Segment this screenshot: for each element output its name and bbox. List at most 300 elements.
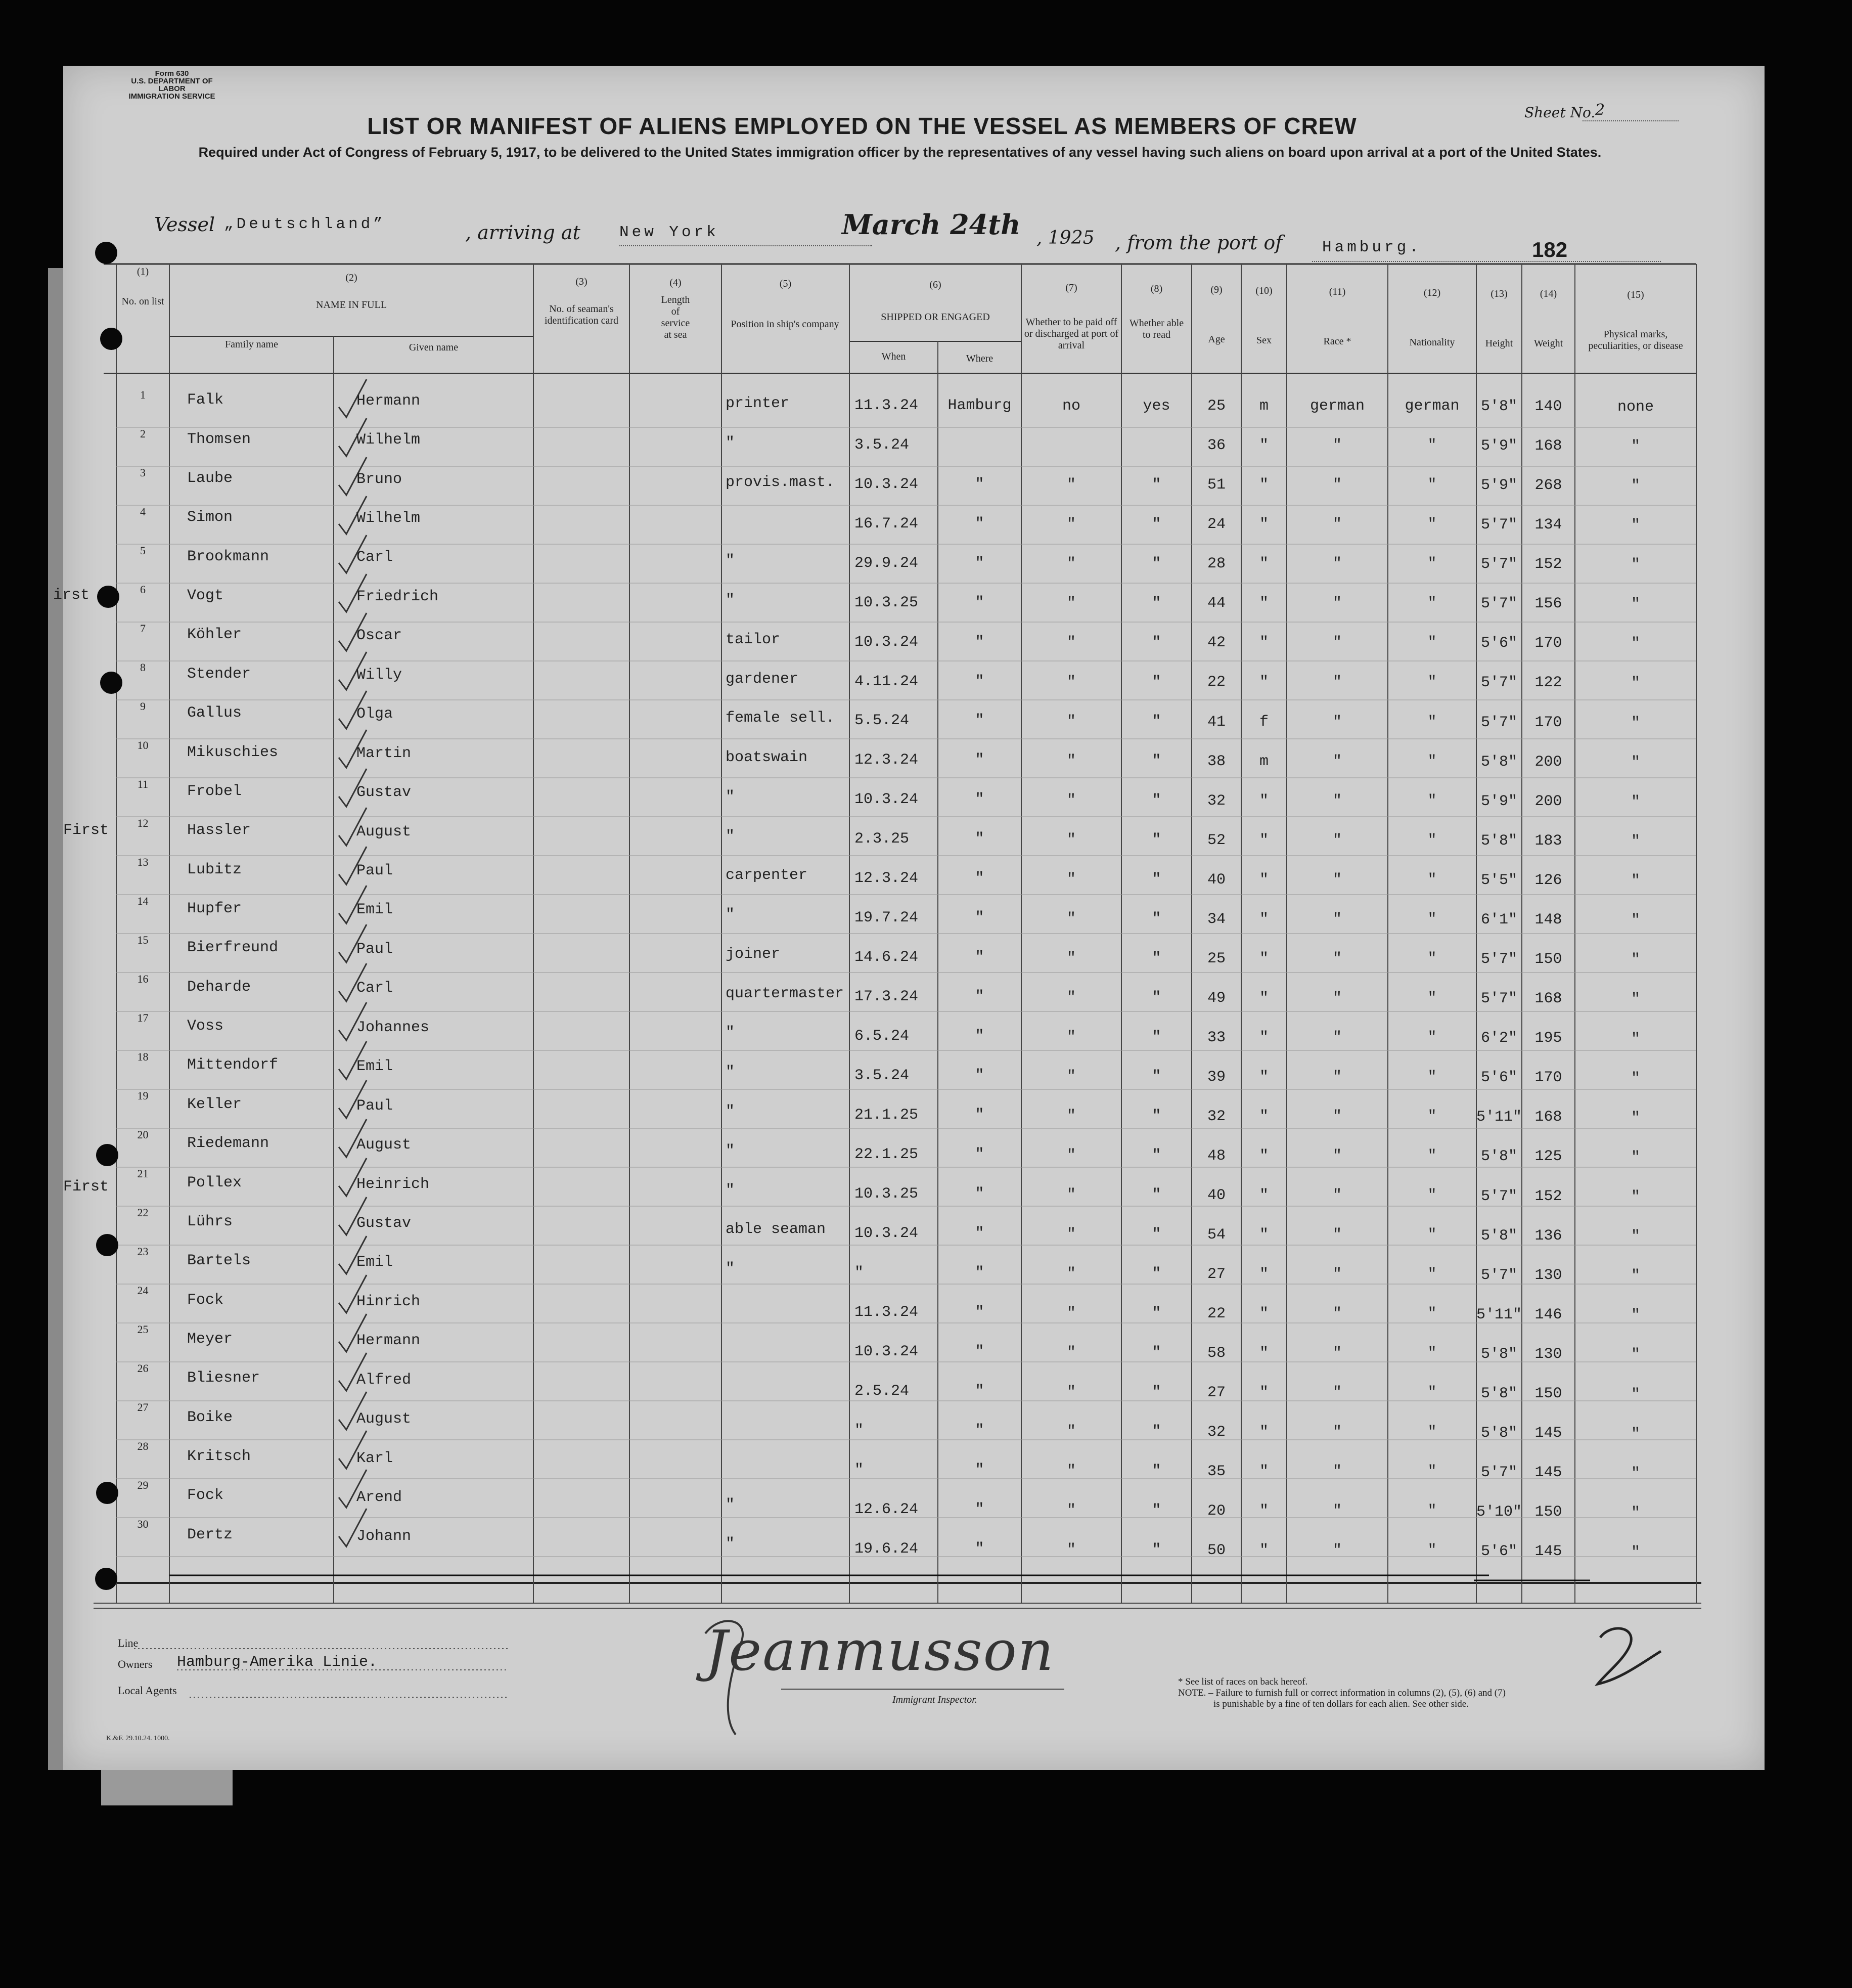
cell-position: " [726, 906, 735, 924]
cell-when: 11.3.24 [854, 396, 919, 414]
cell-race: " [1332, 1226, 1342, 1244]
vessel-label: Vessel [154, 213, 215, 236]
cell-where: " [975, 1343, 984, 1360]
cell-family: Voss [187, 1018, 224, 1035]
cell-no: 15 [137, 934, 149, 946]
cell-position: joiner [726, 945, 781, 963]
cell-no: 6 [140, 583, 146, 596]
cell-weight: 150 [1534, 951, 1562, 968]
arrival-date: March 24th [842, 208, 1021, 241]
cell-sex: " [1259, 1384, 1269, 1402]
col5-label: Position in ship's company [731, 319, 839, 330]
cell-position: provis.mast. [726, 473, 835, 491]
cell-age: 42 [1207, 634, 1226, 652]
cell-when: 6.5.24 [854, 1028, 910, 1045]
cell-nationality: " [1427, 476, 1437, 494]
cell-height: 5'7" [1480, 516, 1517, 534]
cell-marks: " [1631, 1070, 1640, 1087]
cell-nationality: " [1427, 1424, 1437, 1441]
cell-height: 5'8" [1480, 1227, 1517, 1245]
cell-family: Falk [187, 391, 224, 409]
cell-age: 22 [1207, 1305, 1226, 1323]
cell-height: 5'9" [1480, 477, 1517, 495]
cell-given: Emil [356, 1254, 393, 1271]
cell-position: " [726, 1064, 735, 1081]
cell-when: 2.5.24 [854, 1382, 910, 1400]
cell-nationality: " [1427, 831, 1437, 849]
cell-nationality: " [1427, 1463, 1437, 1481]
big-mark-stroke [1598, 1628, 1661, 1684]
cell-given: Paul [356, 940, 393, 958]
cell-race: " [1332, 634, 1342, 652]
cell-paid: " [1066, 1344, 1076, 1361]
cell-age: 34 [1207, 910, 1226, 928]
cell-height: 5'7" [1480, 1464, 1517, 1482]
cell-age: 25 [1207, 397, 1226, 415]
cell-marks: " [1631, 1148, 1640, 1166]
cell-nationality: " [1427, 1226, 1437, 1244]
cell-read: " [1152, 713, 1161, 730]
cell-read: " [1152, 870, 1161, 888]
cell-where: " [975, 1028, 984, 1045]
cell-age: 25 [1207, 950, 1226, 967]
cell-weight: 200 [1534, 792, 1562, 810]
cell-nationality: " [1427, 910, 1437, 928]
cell-where: " [975, 1146, 984, 1164]
departure-port: Hamburg. [1322, 239, 1422, 256]
cell-where: " [975, 1461, 984, 1479]
punch-hole [96, 1234, 118, 1256]
cell-race: " [1332, 1187, 1342, 1204]
punch-hole [100, 672, 122, 694]
punch-hole [97, 586, 119, 608]
cell-given: Olga [356, 705, 393, 723]
cell-marks: " [1631, 1504, 1640, 1522]
cell-weight: 148 [1534, 911, 1562, 929]
cell-height: 5'5" [1480, 871, 1517, 889]
cell-weight: 130 [1534, 1345, 1562, 1363]
cell-family: Boike [187, 1408, 233, 1426]
cell-race: " [1332, 1147, 1342, 1165]
cell-weight: 170 [1534, 635, 1562, 652]
cell-nationality: " [1427, 989, 1437, 1007]
cell-race: " [1332, 1029, 1342, 1046]
cell-no: 25 [137, 1323, 149, 1336]
cell-no: 4 [140, 505, 146, 518]
cell-given: Emil [356, 901, 393, 919]
cell-no: 29 [137, 1479, 149, 1491]
cell-marks: " [1631, 872, 1640, 890]
cell-where: " [975, 870, 984, 888]
cell-read: " [1152, 1304, 1161, 1322]
col6-number: (6) [929, 279, 941, 290]
cell-weight: 126 [1534, 871, 1562, 889]
cell-given: Hermann [356, 1332, 421, 1350]
cell-when: 11.3.24 [854, 1303, 919, 1321]
cell-height: 5'9" [1480, 437, 1517, 455]
cell-given: Bruno [356, 470, 402, 488]
cell-age: 24 [1207, 516, 1226, 534]
cell-where: " [975, 712, 984, 730]
cell-sex: " [1259, 1029, 1269, 1046]
cell-given: Hinrich [356, 1293, 421, 1310]
form-subtitle: Required under Act of Congress of February 5, 1917, to be delivered to the United States immigration officer by the representatives of any vessel having such aliens on board upon arrival at a port of the United States. [198, 145, 1602, 160]
cell-no: 9 [140, 700, 146, 713]
cell-race: " [1332, 437, 1342, 455]
cell-nationality: " [1427, 1187, 1437, 1204]
cell-position: gardener [726, 670, 799, 688]
cell-no: 3 [140, 466, 146, 479]
cell-nationality: german [1405, 397, 1460, 415]
penalty-note: NOTE. – Failure to furnish full or correct information in columns (2), (5), (6) and (7) [1178, 1688, 1506, 1698]
cell-sex: f [1259, 713, 1269, 731]
cell-where: " [975, 791, 984, 809]
col7-number: (7) [1065, 282, 1077, 293]
cell-position: " [726, 1496, 735, 1514]
cell-where: " [975, 633, 984, 651]
cell-race: " [1332, 1068, 1342, 1086]
cell-weight: 168 [1534, 1109, 1562, 1126]
cell-nationality: " [1427, 1108, 1437, 1125]
cell-nationality: " [1427, 871, 1437, 889]
cell-when: 16.7.24 [854, 515, 919, 533]
serial-number: 182 [1532, 238, 1568, 261]
cell-weight: 195 [1534, 1030, 1562, 1047]
page-title: LIST OR MANIFEST OF ALIENS EMPLOYED ON THE VESSEL AS MEMBERS OF CREW [367, 113, 1357, 139]
cell-height: 5'11" [1476, 1306, 1522, 1323]
cell-nationality: " [1427, 516, 1437, 534]
cell-read: " [1152, 673, 1161, 691]
cell-paid: " [1066, 910, 1076, 927]
cell-read: " [1152, 476, 1161, 494]
col12-label: Nationality [1409, 337, 1455, 348]
cell-nationality: " [1427, 1147, 1437, 1165]
cell-race: " [1332, 1503, 1342, 1520]
cell-when: 14.6.24 [854, 949, 919, 966]
cell-read: " [1152, 1028, 1161, 1046]
cell-where: " [975, 1224, 984, 1242]
cell-weight: 145 [1534, 1424, 1562, 1442]
cell-when: 10.3.25 [854, 1185, 919, 1203]
cell-height: 6'1" [1480, 911, 1517, 929]
cell-race: " [1332, 713, 1342, 731]
cell-when: 10.3.24 [854, 791, 919, 809]
cell-family: Lubitz [187, 861, 242, 878]
cell-marks: " [1631, 1267, 1640, 1285]
cell-paid: " [1066, 1541, 1076, 1559]
cell-given: August [356, 823, 412, 841]
cell-no: 26 [137, 1362, 149, 1375]
cell-given: Alfred [356, 1371, 412, 1389]
cell-paid: " [1066, 594, 1076, 612]
cell-nationality: " [1427, 950, 1437, 967]
cell-when: " [854, 1264, 864, 1282]
col10-label: Sex [1256, 335, 1272, 346]
cell-position: " [726, 1024, 735, 1042]
big-mark [1605, 1623, 1606, 1624]
cell-height: 5'7" [1480, 595, 1517, 613]
cell-height: 5'7" [1480, 1187, 1517, 1205]
cell-weight: 168 [1534, 437, 1562, 455]
cell-age: 51 [1207, 476, 1226, 494]
cell-nationality: " [1427, 634, 1437, 652]
cell-race: " [1332, 595, 1342, 612]
cell-read: " [1152, 1462, 1161, 1480]
cell-sex: " [1259, 950, 1269, 967]
cell-family: Kritsch [187, 1448, 251, 1466]
cell-given: Oscar [356, 627, 402, 645]
cell-sex: " [1259, 476, 1269, 494]
col4-label: Length of service at sea [661, 294, 690, 340]
cell-no: 8 [140, 661, 146, 674]
cell-sex: " [1259, 1266, 1269, 1284]
col2-number: (2) [345, 272, 357, 283]
cell-when: 5.5.24 [854, 712, 910, 730]
cell-marks: " [1631, 714, 1640, 732]
cell-no: 30 [137, 1518, 149, 1530]
cell-age: 32 [1207, 1424, 1226, 1441]
cell-family: Laube [187, 470, 233, 488]
cell-family: Brookmann [187, 548, 269, 565]
cell-sex: " [1259, 1463, 1269, 1481]
cell-height: 5'8" [1480, 397, 1517, 415]
cell-sex: " [1259, 792, 1269, 810]
cell-family: Lührs [187, 1213, 233, 1230]
cell-given: August [356, 1136, 412, 1154]
cell-race: " [1332, 753, 1342, 770]
cell-no: 24 [137, 1284, 149, 1297]
cell-weight: 152 [1534, 556, 1562, 573]
department-name: U.S. DEPARTMENT OF LABOR [131, 77, 213, 93]
cell-read: " [1152, 791, 1161, 809]
cell-family: Fock [187, 1291, 224, 1309]
cell-weight: 146 [1534, 1306, 1562, 1323]
col9-number: (9) [1210, 284, 1223, 295]
cell-read: " [1152, 1186, 1161, 1204]
cell-sex: " [1259, 1503, 1269, 1520]
cell-sex: " [1259, 1187, 1269, 1204]
cell-sex: " [1259, 634, 1269, 652]
cell-where: " [975, 594, 984, 611]
cell-given: Carl [356, 980, 393, 997]
cell-given: Willy [356, 666, 402, 684]
cell-age: 32 [1207, 792, 1226, 810]
cell-marks: " [1631, 1386, 1640, 1403]
cell-no: 22 [137, 1206, 149, 1219]
cell-age: 54 [1207, 1226, 1226, 1244]
cell-family: Dertz [187, 1526, 233, 1543]
cell-paid: " [1066, 1028, 1076, 1046]
cell-weight: 152 [1534, 1187, 1562, 1205]
arrival-port: New York [619, 224, 719, 241]
cell-no: 28 [137, 1440, 149, 1452]
cell-family: Riedemann [187, 1135, 269, 1153]
cell-paid: " [1066, 1225, 1076, 1243]
local-agents-label: Local Agents [118, 1684, 177, 1697]
owners-value: Hamburg-Amerika Linie. [177, 1654, 378, 1671]
where-header: Where [966, 353, 993, 364]
cell-height: 5'10" [1476, 1504, 1522, 1521]
cell-when: 29.9.24 [854, 554, 919, 572]
cell-marks: " [1631, 1465, 1640, 1482]
cell-where: " [975, 830, 984, 848]
cell-nationality: " [1427, 437, 1437, 455]
cell-where: " [975, 515, 984, 533]
cell-height: 5'6" [1480, 635, 1517, 652]
cell-sex: " [1259, 1226, 1269, 1244]
cell-given: Martin [356, 744, 412, 762]
cell-weight: 122 [1534, 674, 1562, 692]
cell-race: german [1309, 397, 1365, 415]
cell-height: 5'8" [1480, 753, 1517, 771]
cell-where: " [975, 1067, 984, 1085]
cell-weight: 170 [1534, 714, 1562, 731]
cell-read: " [1152, 1501, 1161, 1519]
cell-where: " [975, 1500, 984, 1518]
cell-height: 5'7" [1480, 674, 1517, 692]
cell-height: 5'9" [1480, 792, 1517, 810]
cell-read: " [1152, 515, 1161, 533]
service-name: IMMIGRATION SERVICE [128, 92, 215, 101]
cell-nationality: " [1427, 1068, 1437, 1086]
cell-read: " [1152, 1344, 1161, 1361]
cell-position: " [726, 1142, 735, 1160]
cell-family: Meyer [187, 1330, 233, 1348]
col6-label: SHIPPED OR ENGAGED [881, 312, 990, 323]
margin-note: First [63, 1178, 109, 1196]
cell-paid: " [1066, 1265, 1076, 1283]
cell-age: 33 [1207, 1029, 1226, 1046]
cell-position: tailor [726, 631, 781, 648]
cell-age: 40 [1207, 1187, 1226, 1204]
cell-height: 5'8" [1480, 1424, 1517, 1442]
cell-paid: " [1066, 1304, 1076, 1322]
sheet-number: 2 [1595, 101, 1605, 119]
cell-paid: " [1066, 949, 1076, 967]
cell-when: 10.3.24 [854, 633, 919, 651]
cell-no: 20 [137, 1128, 149, 1141]
cell-sex: m [1259, 753, 1269, 770]
arrival-year: , 1925 [1036, 228, 1095, 248]
col13-label: Height [1485, 338, 1513, 349]
cell-no: 21 [137, 1167, 149, 1180]
cell-no: 10 [137, 739, 149, 752]
cell-age: 50 [1207, 1542, 1226, 1560]
col15-number: (15) [1627, 289, 1644, 300]
cell-age: 52 [1207, 831, 1226, 849]
cell-age: 58 [1207, 1345, 1226, 1362]
cell-position: " [726, 552, 735, 570]
cell-nationality: " [1427, 674, 1437, 691]
col14-number: (14) [1540, 288, 1557, 299]
cell-race: " [1332, 871, 1342, 889]
cell-family: Gallus [187, 704, 242, 722]
print-code: K.&F. 29.10.24. 1000. [106, 1735, 170, 1742]
cell-family: Bierfreund [187, 939, 279, 957]
cell-height: 5'7" [1480, 990, 1517, 1008]
cell-given: Friedrich [356, 588, 439, 605]
cell-marks: " [1631, 516, 1640, 534]
cell-marks: " [1631, 991, 1640, 1008]
cell-where: " [975, 554, 984, 572]
cell-no: 14 [137, 895, 149, 907]
cell-paid: " [1066, 1107, 1076, 1125]
cell-marks: " [1631, 1307, 1640, 1324]
cell-race: " [1332, 989, 1342, 1007]
cell-given: Johann [356, 1528, 412, 1545]
cell-when: 12.3.24 [854, 752, 919, 769]
cell-race: " [1332, 1542, 1342, 1560]
race-footnote: * See list of races on back hereof. [1178, 1676, 1308, 1687]
cell-sex: " [1259, 1068, 1269, 1086]
cell-weight: 136 [1534, 1227, 1562, 1245]
cell-family: Frobel [187, 782, 242, 800]
cell-nationality: " [1427, 1266, 1437, 1284]
cell-sex: " [1259, 437, 1269, 455]
cell-where: " [975, 1382, 984, 1400]
given-name-header: Given name [409, 342, 459, 353]
cell-read: " [1152, 634, 1161, 651]
cell-sex: " [1259, 1542, 1269, 1560]
cell-no: 13 [137, 856, 149, 868]
cell-family: Simon [187, 509, 233, 526]
cell-paid: " [1066, 752, 1076, 770]
cell-marks: " [1631, 793, 1640, 811]
cell-sex: " [1259, 989, 1269, 1007]
cell-where: " [975, 673, 984, 690]
penalty-note-cont: is punishable by a fine of ten dollars for each alien. See other side. [1213, 1699, 1469, 1709]
cell-race: " [1332, 1266, 1342, 1284]
cell-marks: " [1631, 951, 1640, 969]
cell-height: 5'7" [1480, 556, 1517, 573]
cell-where: " [975, 949, 984, 966]
cell-when: 21.1.25 [854, 1107, 919, 1124]
cell-nationality: " [1427, 555, 1437, 573]
punch-hole [100, 328, 122, 350]
cell-position: " [726, 827, 735, 845]
cell-age: 36 [1207, 437, 1226, 455]
cell-marks: none [1617, 398, 1654, 416]
cell-sex: " [1259, 1108, 1269, 1125]
cell-weight: 150 [1534, 1385, 1562, 1402]
cell-age: 27 [1207, 1384, 1226, 1402]
cell-when: 22.1.25 [854, 1146, 919, 1164]
cell-race: " [1332, 1463, 1342, 1481]
cell-no: 23 [137, 1245, 149, 1258]
cell-sex: " [1259, 831, 1269, 849]
cell-when: 2.3.25 [854, 830, 910, 848]
cell-no: 19 [137, 1089, 149, 1102]
cell-marks: " [1631, 556, 1640, 574]
cell-marks: " [1631, 635, 1640, 653]
cell-read: " [1152, 910, 1161, 927]
cell-height: 5'6" [1480, 1069, 1517, 1087]
cell-where: " [975, 1107, 984, 1124]
col5-number: (5) [779, 278, 792, 289]
cell-when: 10.3.24 [854, 1224, 919, 1242]
cell-no: 5 [140, 544, 146, 557]
col14-label: Weight [1533, 338, 1563, 349]
cell-weight: 134 [1534, 516, 1562, 534]
cell-read: " [1152, 949, 1161, 967]
cell-family: Bartels [187, 1252, 251, 1270]
cell-given: Paul [356, 1097, 393, 1115]
cell-sex: " [1259, 1147, 1269, 1165]
cell-family: Mikuschies [187, 743, 279, 761]
cell-sex: " [1259, 1305, 1269, 1323]
cell-paid: " [1066, 831, 1076, 849]
cell-when: 10.3.24 [854, 1343, 919, 1360]
